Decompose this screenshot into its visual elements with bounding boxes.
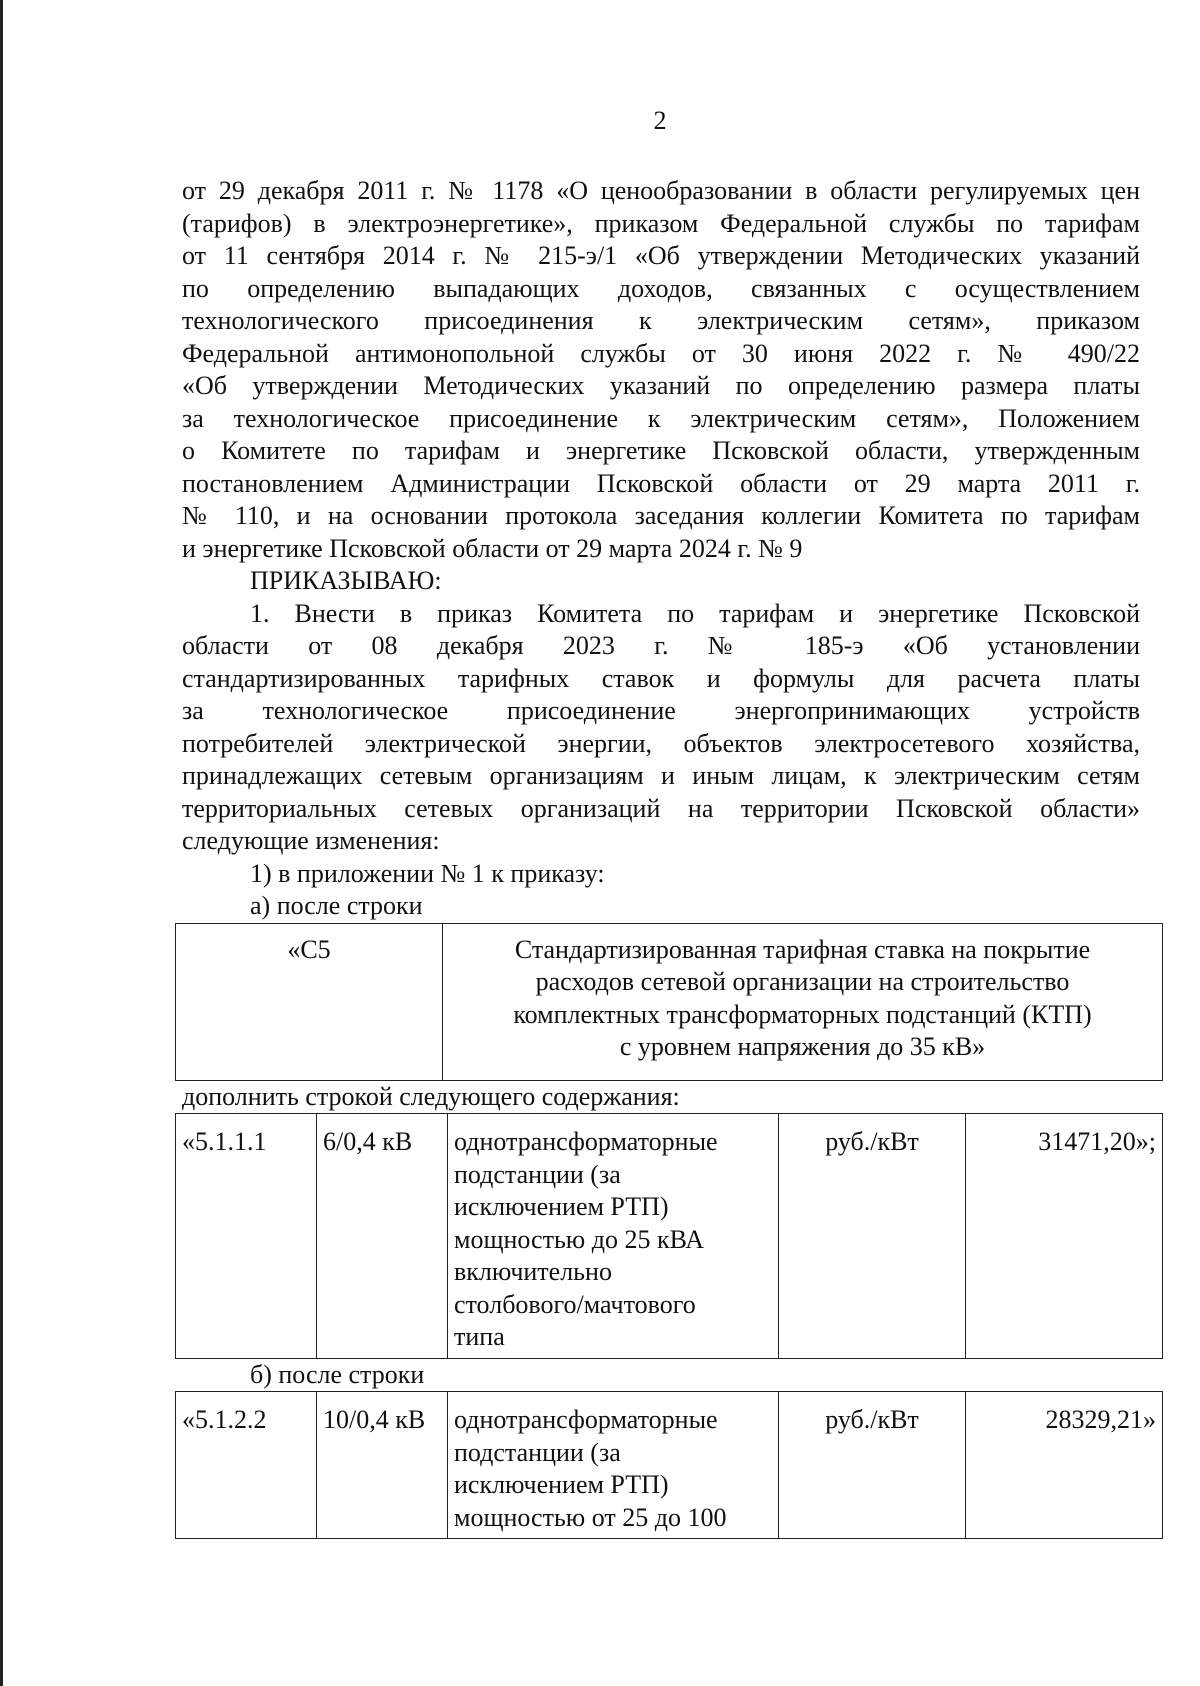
cell-line: однотрансформаторные	[454, 1405, 718, 1434]
table-cell-value: 31471,20»;	[966, 1114, 1163, 1359]
text-line: и энергетике Псковской области от 29 марта 2024 г. № 9	[182, 533, 803, 563]
table-cell-code: «5.1.1.1	[176, 1114, 317, 1359]
table-5-1-1-1	[175, 1113, 1163, 1359]
table-cell-code: «5.1.2.2	[176, 1392, 317, 1539]
text-line: за технологическое присоединение энергопринимающих устройств	[182, 696, 1140, 725]
table-c5	[175, 923, 1163, 1081]
cell-line: Стандартизированная тарифная ставка на покрытие	[514, 934, 1091, 964]
text-line: области от 08 декабря 2023 г. № 185-э «Об установлении	[182, 631, 1140, 660]
page-number: 2	[653, 106, 667, 135]
subitem-1: 1) в приложении № 1 к приказу:	[250, 858, 605, 888]
cell-line: исключением РТП)	[454, 1192, 669, 1221]
cell-line: с уровнем напряжения до 35 кВ»	[619, 1032, 986, 1061]
scan-left-edge	[0, 0, 3, 1686]
table-5-1-2-2	[175, 1391, 1163, 1539]
cell-line: включительно	[454, 1257, 612, 1286]
table-row	[176, 1392, 1163, 1539]
cell-line: исключением РТП)	[454, 1470, 669, 1499]
text-line: следующие изменения:	[182, 826, 440, 855]
text-line: технологического присоединения к электрическим сетям», приказом	[182, 306, 1140, 335]
table-cell-description	[448, 1392, 779, 1539]
text-line: по определению выпадающих доходов, связанных с осуществлением	[182, 273, 1140, 303]
preamble-paragraph	[182, 175, 1140, 565]
cell-line: типа	[454, 1322, 505, 1351]
table-cell-code	[176, 923, 443, 1080]
cell-line: столбового/мачтового	[454, 1289, 696, 1319]
table-cell-unit: руб./кВт	[779, 1114, 966, 1359]
text-line: принадлежащих сетевым организациям и иным лицам, к электрическим сетям	[182, 761, 1140, 790]
cell-line: мощностью до 25 кВА	[454, 1224, 705, 1254]
table-cell-text	[443, 923, 1163, 1080]
cell-line: подстанции (за	[454, 1437, 621, 1467]
table-row	[176, 923, 1163, 1080]
document-body	[182, 175, 1156, 1539]
text-line: от 11 сентября 2014 г. № 215-э/1 «Об утверждении Методических указаний	[182, 241, 1140, 270]
text-line: постановлением Администрации Псковской области от 29 марта 2011 г.	[182, 468, 1140, 498]
cell-line: расходов сетевой организации на строительство	[535, 967, 1070, 996]
item-1-paragraph	[182, 598, 1140, 858]
table-cell-unit: руб./кВт	[779, 1392, 966, 1539]
text-line: потребителей электрической энергии, объектов электросетевого хозяйства,	[182, 728, 1140, 758]
text-line: (тарифов) в электроэнергетике», приказом Федеральной службы по тарифам	[182, 208, 1140, 238]
text-line: «Об утверждении Методических указаний по определению размера платы	[182, 371, 1140, 400]
text-line: за технологическое присоединение к электрическим сетям», Положением	[182, 403, 1140, 433]
order-word: ПРИКАЗЫВАЮ:	[250, 566, 442, 595]
text-line: стандартизированных тарифных ставок и формулы для расчета платы	[182, 663, 1140, 693]
text-line: о Комитете по тарифам и энергетике Псковской области, утвержденным	[182, 436, 1140, 465]
table-row	[176, 1114, 1163, 1359]
cell-line: комплектных трансформаторных подстанций (КТП)	[513, 999, 1092, 1029]
text-line: от 29 декабря 2011 г. № 1178 «О ценообразовании в области регулируемых цен	[182, 176, 1140, 205]
table-cell-voltage: 6/0,4 кВ	[317, 1114, 448, 1359]
text-line: № 110, и на основании протокола заседания коллегии Комитета по тарифам	[182, 501, 1140, 530]
text-line: 1. Внести в приказ Комитета по тарифам и энергетике Псковской	[250, 598, 1140, 628]
cell-line: однотрансформаторные	[454, 1127, 718, 1156]
table-cell-description	[448, 1114, 779, 1359]
text-line: Федеральной антимонопольной службы от 30 июня 2022 г. № 490/22	[182, 338, 1140, 368]
table-cell-voltage: 10/0,4 кВ	[317, 1392, 448, 1539]
table-cell-value: 28329,21»	[966, 1392, 1163, 1539]
subitem-b: б) после строки	[250, 1359, 425, 1389]
subitem-a: а) после строки	[250, 891, 423, 920]
add-line: дополнить строкой следующего содержания:	[182, 1081, 680, 1111]
text-line: территориальных сетевых организаций на территории Псковской области»	[182, 793, 1140, 823]
cell-text: «С5	[287, 934, 331, 964]
cell-line: подстанции (за	[454, 1159, 621, 1189]
cell-line: мощностью от 25 до 100	[454, 1502, 727, 1532]
